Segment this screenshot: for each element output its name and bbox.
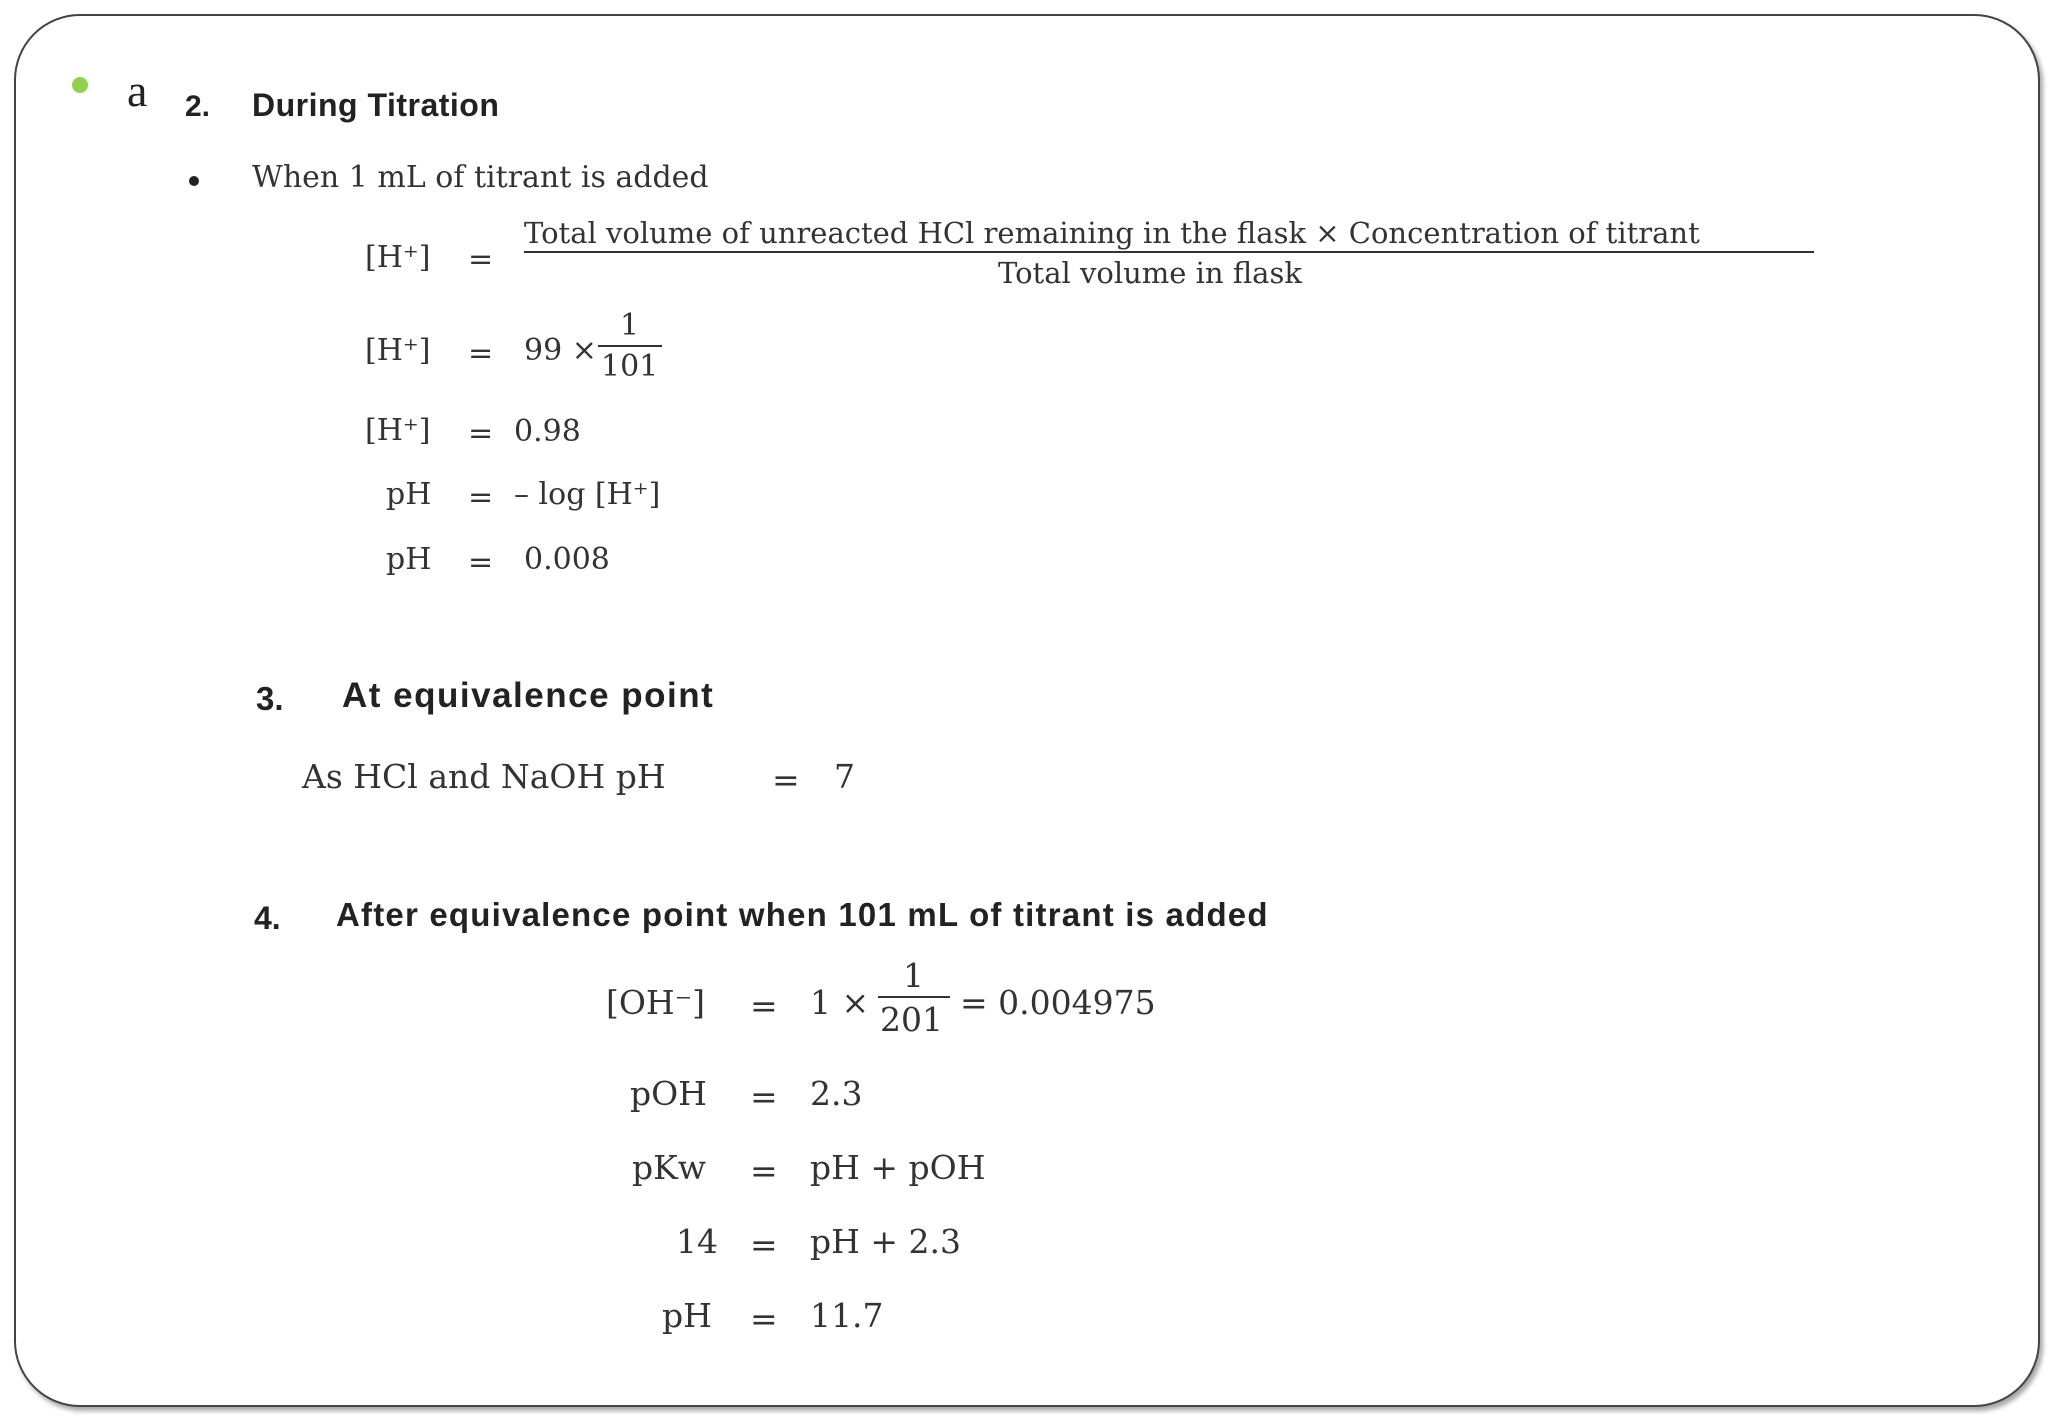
section-3-title: At equivalence point: [342, 676, 715, 715]
after-eq2-lhs: pOH: [630, 1074, 707, 1113]
eq2-lhs: [H⁺]: [365, 333, 431, 368]
equivalence-line: As HCl and NaOH pH: [302, 757, 666, 796]
after-eq3-lhs: pKw: [632, 1148, 707, 1187]
after-eq1-numerator: 1: [903, 956, 924, 995]
section-4-title: After equivalence point when 101 mL of titrant is added: [336, 896, 1269, 933]
section-4-number: 4.: [254, 900, 281, 936]
eq5-equals: =: [468, 545, 494, 580]
section-2-number: 2.: [185, 90, 211, 123]
after-eq4-rhs: pH + 2.3: [810, 1222, 962, 1261]
eq1-fraction-bar: [524, 251, 1814, 253]
equivalence-equals: =: [772, 760, 800, 799]
section-3-number: 3.: [256, 680, 284, 717]
after-eq5-rhs: 11.7: [810, 1296, 884, 1335]
after-eq1-equals: =: [750, 986, 778, 1025]
eq4-equals: =: [468, 480, 494, 515]
eq2-equals: =: [468, 336, 494, 371]
after-eq3-rhs: pH + pOH: [810, 1148, 986, 1187]
eq4-lhs: pH: [386, 477, 432, 512]
eq2-prefix: 99 ×: [524, 333, 597, 368]
eq2-fraction-bar: [598, 345, 662, 347]
list-bullet-icon: [189, 176, 199, 186]
eq1-equals: =: [468, 242, 494, 277]
after-eq4-lhs: 14: [676, 1222, 718, 1261]
after-eq5-equals: =: [750, 1299, 778, 1338]
after-eq1-denominator: 201: [880, 1000, 943, 1039]
after-eq1-result: = 0.004975: [960, 983, 1156, 1022]
bullet-dot-icon: [72, 77, 88, 93]
eq5-lhs: pH: [386, 542, 432, 577]
eq3-equals: =: [468, 416, 494, 451]
eq3-lhs: [H⁺]: [365, 413, 431, 448]
after-eq5-lhs: pH: [662, 1296, 712, 1335]
after-eq2-rhs: 2.3: [810, 1074, 863, 1113]
eq3-rhs: 0.98: [514, 414, 581, 449]
after-eq1-fraction-bar: [878, 996, 950, 998]
eq5-rhs: 0.008: [524, 542, 610, 577]
eq1-denominator: Total volume in flask: [998, 256, 1302, 290]
after-eq1-lhs: [OH⁻]: [606, 983, 705, 1022]
equivalence-value: 7: [834, 757, 855, 796]
after-eq4-equals: =: [750, 1225, 778, 1264]
lead-letter: a: [127, 65, 148, 116]
bullet-text: When 1 mL of titrant is added: [252, 160, 709, 195]
eq1-lhs: [H⁺]: [365, 240, 431, 275]
section-2-title: During Titration: [252, 87, 500, 123]
eq2-numerator: 1: [620, 308, 640, 343]
after-eq2-equals: =: [750, 1077, 778, 1116]
after-eq3-equals: =: [750, 1151, 778, 1190]
eq1-numerator: Total volume of unreacted HCl remaining in the flask × Concentration of titrant: [524, 216, 1700, 250]
eq4-rhs: – log [H⁺]: [514, 477, 661, 512]
eq2-denominator: 101: [601, 349, 659, 384]
after-eq1-prefix: 1 ×: [810, 983, 870, 1022]
